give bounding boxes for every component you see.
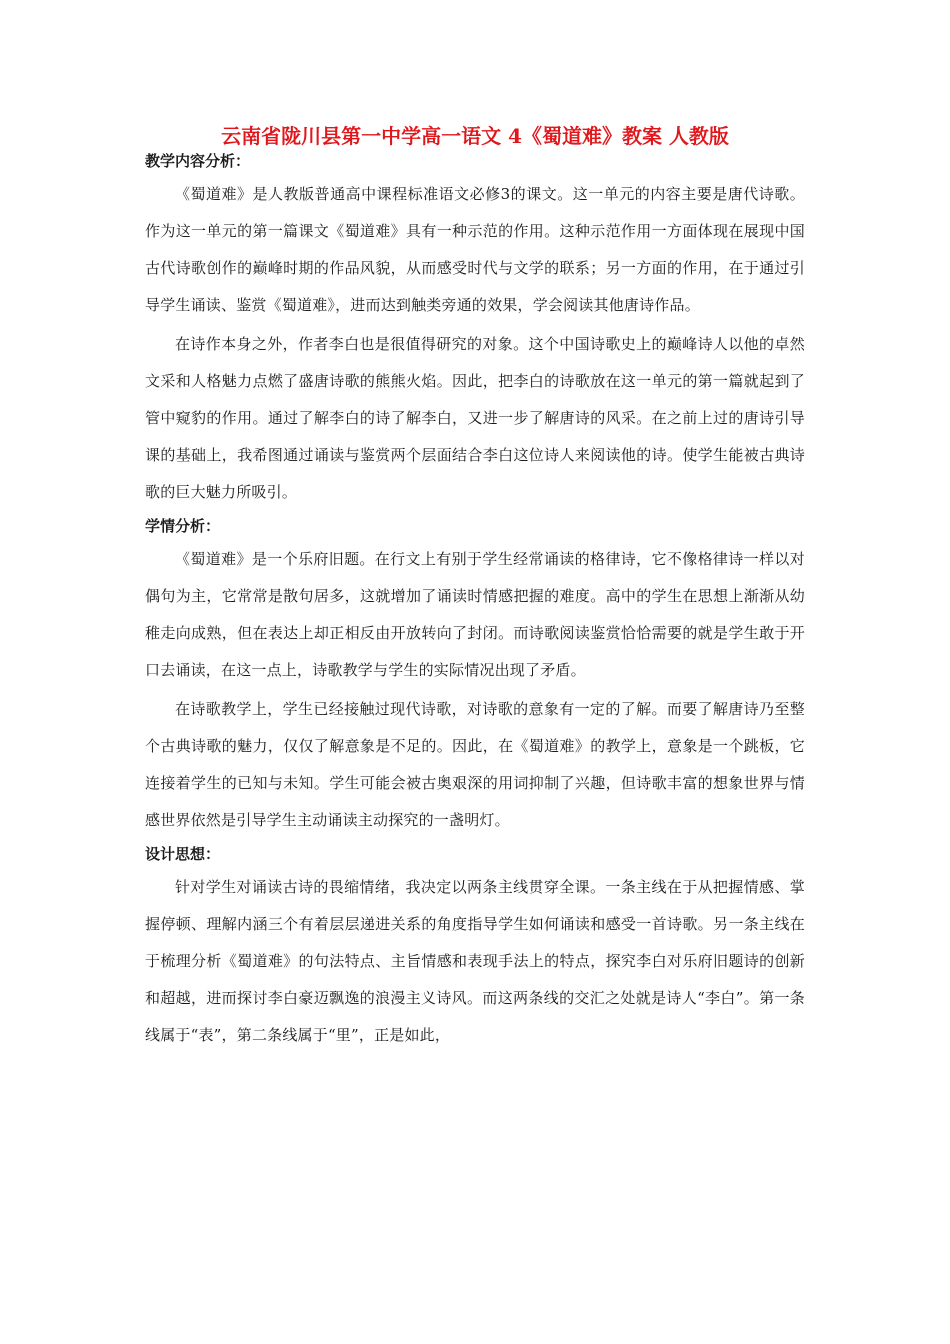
section-heading: 学情分析：: [145, 517, 221, 535]
section-design-idea: [145, 843, 805, 1054]
document-body: [145, 150, 805, 1058]
paragraph: 针对学生对诵读古诗的畏缩情绪，我决定以两条主线贯穿全课。一条主线在于从把握情感、掌握停顿、理解内涵三个有着层层递进关系的角度指导学生如何诵读和感受一首诗歌。另一条主线在于梳理分析《蜀道难》的句法特点、主旨情感和表现手法上的特点，探究李白对乐府旧题诗的创新和超越，进而探讨李白豪迈飘逸的浪漫主义诗风。而这两条线的交汇之处就是诗人“李白”。第一条线属于“表”，第二条线属于“里”，正是如此，: [145, 878, 805, 1044]
section-teaching-content-analysis: [145, 150, 805, 511]
section-heading: 教学内容分析：: [145, 152, 251, 170]
section-student-analysis: [145, 515, 805, 839]
paragraph: 《蜀道难》是人教版普通高中课程标准语文必修3的课文。这一单元的内容主要是唐代诗歌。作为这一单元的第一篇课文《蜀道难》具有一种示范的作用。这种示范作用一方面体现在展现中国古代诗歌创作的巅峰时期的作品风貌，从而感受时代与文学的联系；另一方面的作用，在于通过引导学生诵读、鉴赏《蜀道难》，进而达到触类旁通的效果，学会阅读其他唐诗作品。: [145, 185, 805, 314]
paragraph: 《蜀道难》是一个乐府旧题。在行文上有别于学生经常诵读的格律诗，它不像格律诗一样以对偶句为主，它常常是散句居多，这就增加了诵读时情感把握的难度。高中的学生在思想上渐渐从幼稚走向成熟，但在表达上却正相反由开放转向了封闭。而诗歌阅读鉴赏恰恰需要的就是学生敢于开口去诵读，在这一点上，诗歌教学与学生的实际情况出现了矛盾。: [145, 550, 805, 679]
paragraph: 在诗歌教学上，学生已经接触过现代诗歌，对诗歌的意象有一定的了解。而要了解唐诗乃至整个古典诗歌的魅力，仅仅了解意象是不足的。因此，在《蜀道难》的教学上，意象是一个跳板，它连接着学生的已知与未知。学生可能会被古奥艰深的用词抑制了兴趣，但诗歌丰富的想象世界与情感世界依然是引导学生主动诵读主动探究的一盏明灯。: [145, 700, 805, 829]
document-title: 云南省陇川县第一中学高一语文 4《蜀道难》教案 人教版: [221, 124, 729, 148]
section-heading: 设计思想：: [145, 845, 221, 863]
paragraph: 在诗作本身之外，作者李白也是很值得研究的对象。这个中国诗歌史上的巅峰诗人以他的卓然文采和人格魅力点燃了盛唐诗歌的熊熊火焰。因此，把李白的诗歌放在这一单元的第一篇就起到了管中窥豹的作用。通过了解李白的诗了解李白，又进一步了解唐诗的风采。在之前上过的唐诗引导课的基础上，我希图通过诵读与鉴赏两个层面结合李白这位诗人来阅读他的诗。使学生能被古典诗歌的巨大魅力所吸引。: [145, 335, 805, 501]
